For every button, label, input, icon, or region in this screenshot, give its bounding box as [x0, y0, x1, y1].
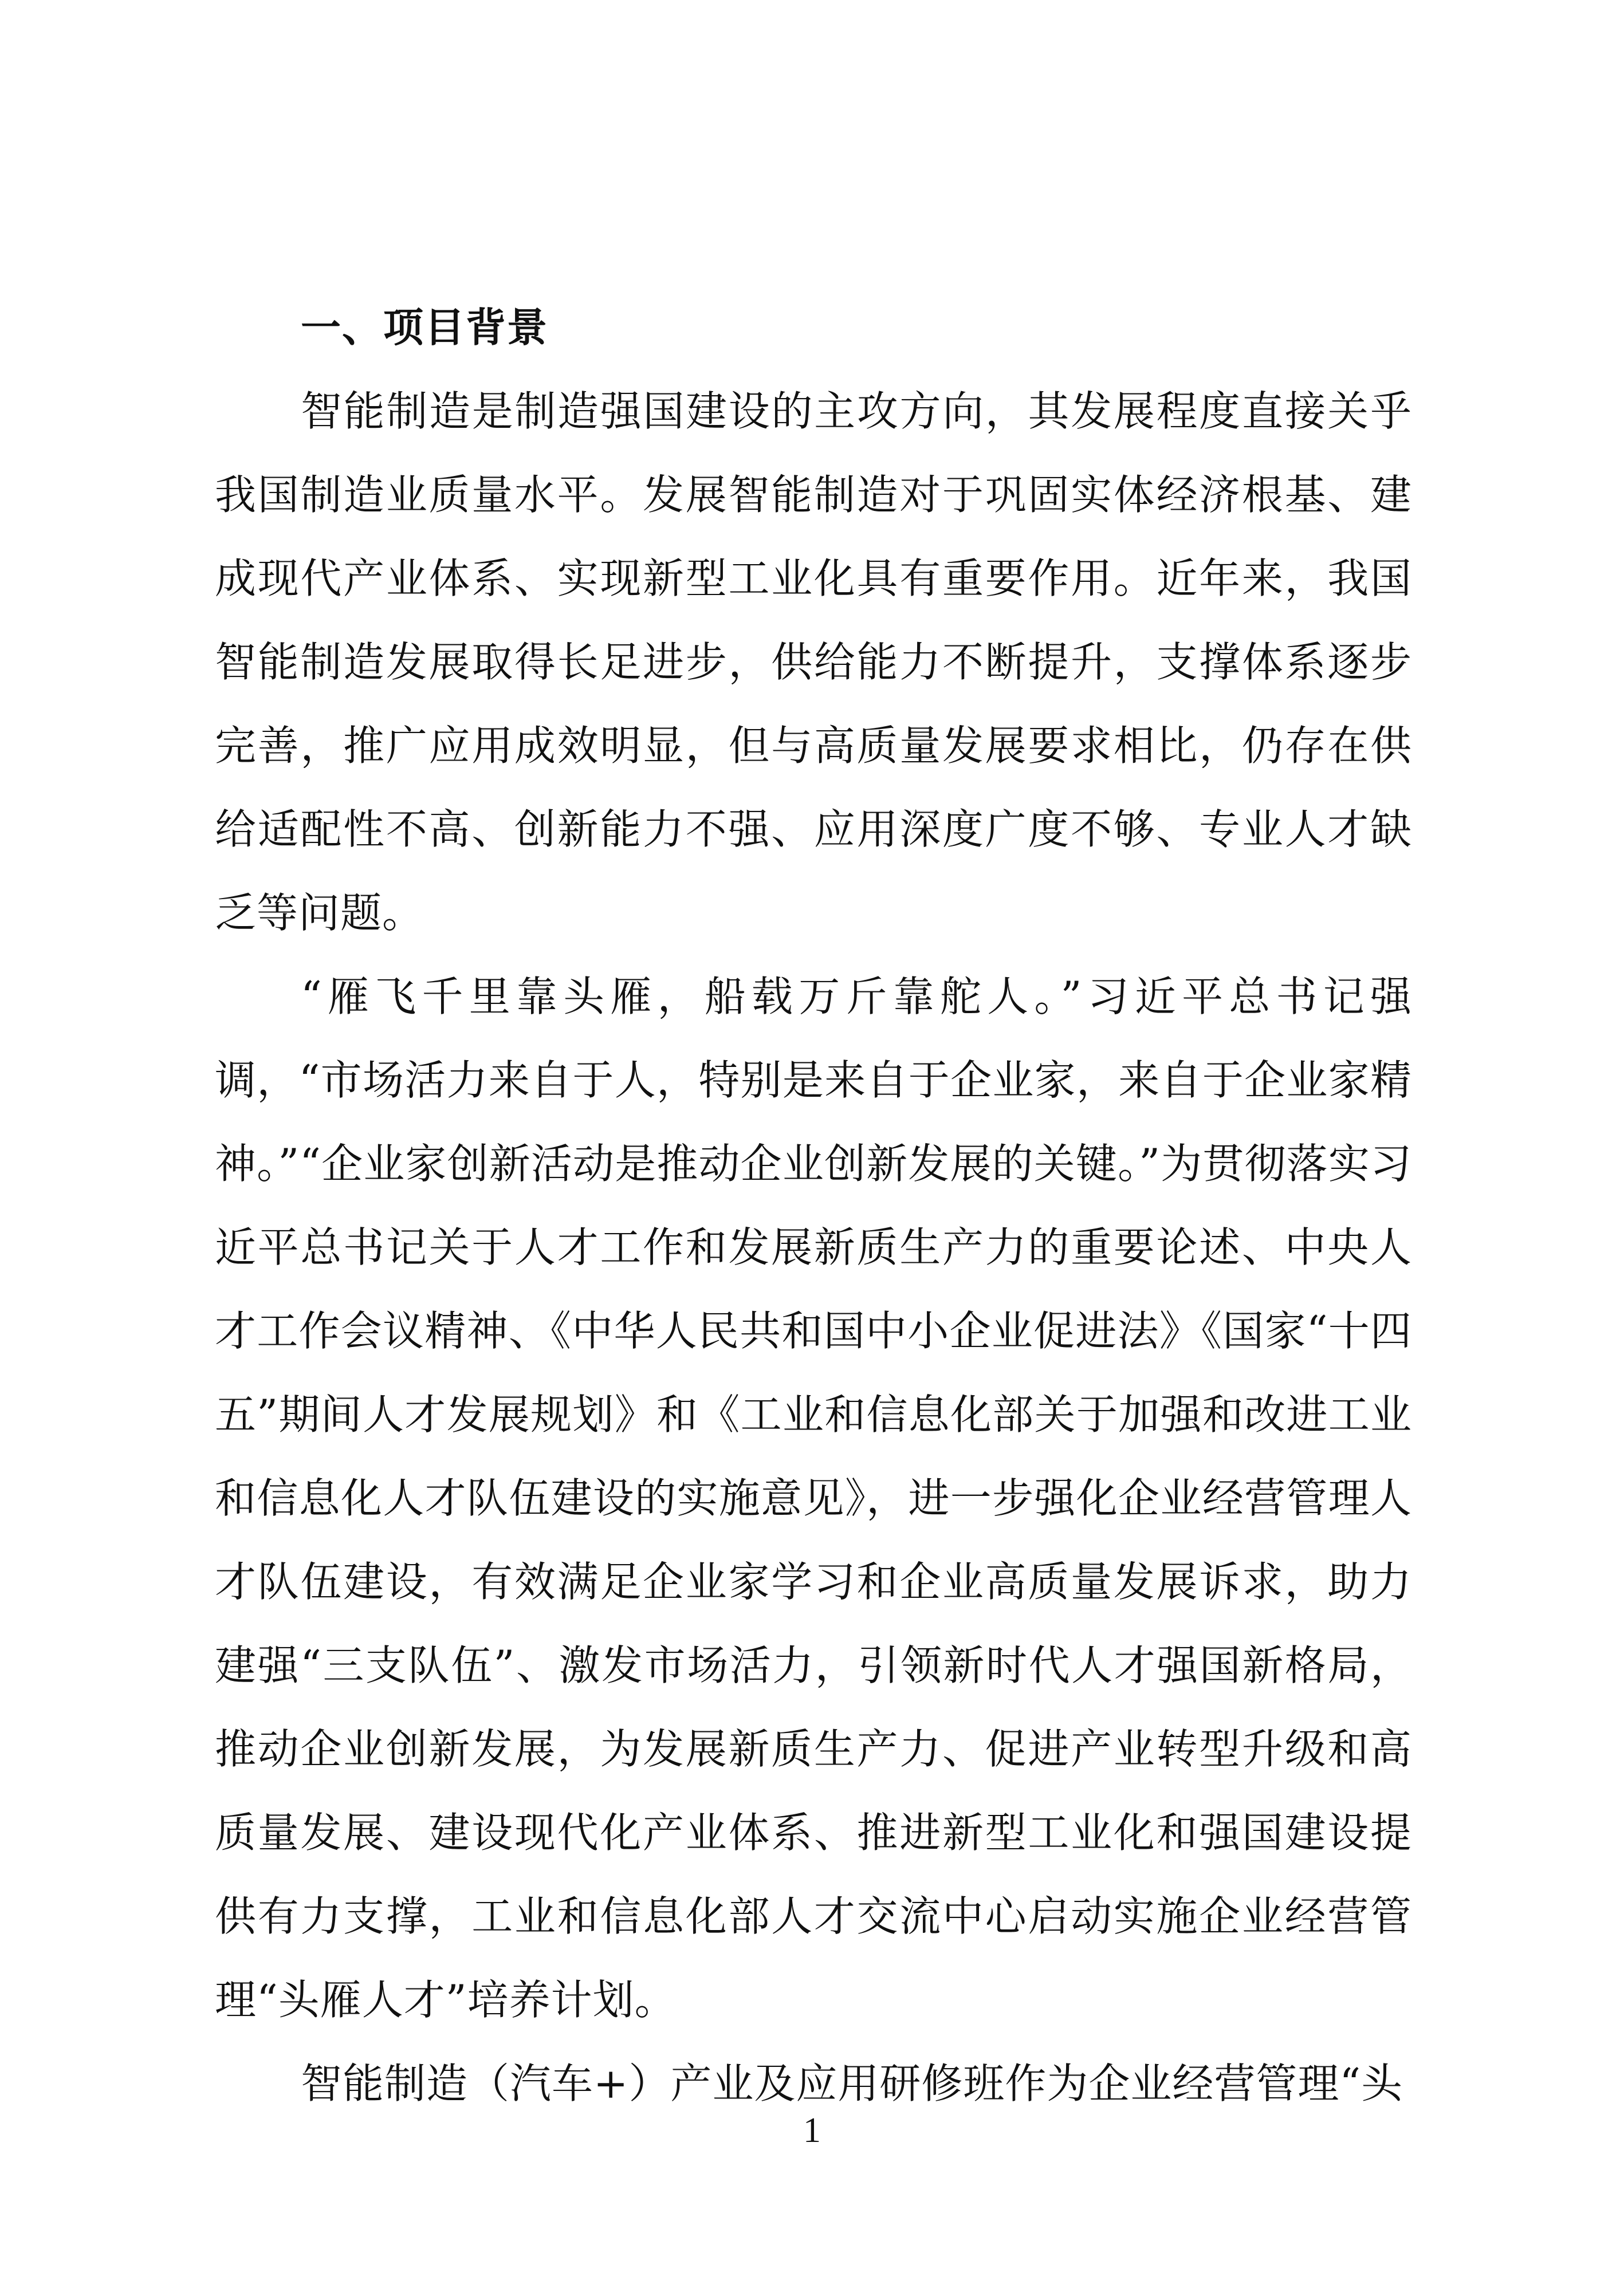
section-heading: 一、项目背景 [301, 304, 548, 351]
paragraph-talent-program: “雁飞千里靠头雁，船载万斤靠舵人。”习近平总书记强调，“市场活力来自于人，特别是来自于企业家，来自于企业家精神。”“企业家创新活动是推动企业创新发展的关键。”为贯彻落实习近平总书记关于人才工作和发展新质生产力的重要论述、中央人才工作会议精神、《中华人民共和国中小企业促进法》《国家“十四五”期间人才发展规划》和《工业和信息化部关于加强和改进工业和信息化人才队伍建设的实施意见》，进一步强化企业经营管理人才队伍建设，有效满足企业家学习和企业高质量发展诉求，助力建强“三支队伍”、激发市场活力，引领新时代人才强国新格局，推动企业创新发展，为发展新质生产力、促进产业转型升级和高质量发展、建设现代化产业体系、推进新型工业化和强国建设提供有力支撑，工业和信息化部人才交流中心启动实施企业经营管理“头雁人才”培养计划。 [215, 972, 1412, 2024]
paragraph-intelligent-manufacturing: 智能制造是制造强国建设的主攻方向，其发展程度直接关乎我国制造业质量水平。发展智能制造对于巩固实体经济根基、建成现代产业体系、实现新型工业化具有重要作用。近年来，我国智能制造发展取得长足进步，供给能力不断提升，支撑体系逐步完善，推广应用成效明显，但与高质量发展要求相比，仍存在供给适配性不高、创新能力不强、应用深度广度不够、专业人才缺乏等问题。 [215, 387, 1412, 937]
page-number: 1 [803, 2111, 821, 2150]
page-content [215, 286, 1412, 2125]
paragraph-training-class: 智能制造（汽车+）产业及应用研修班作为企业经营管理“头 [301, 2059, 1403, 2108]
